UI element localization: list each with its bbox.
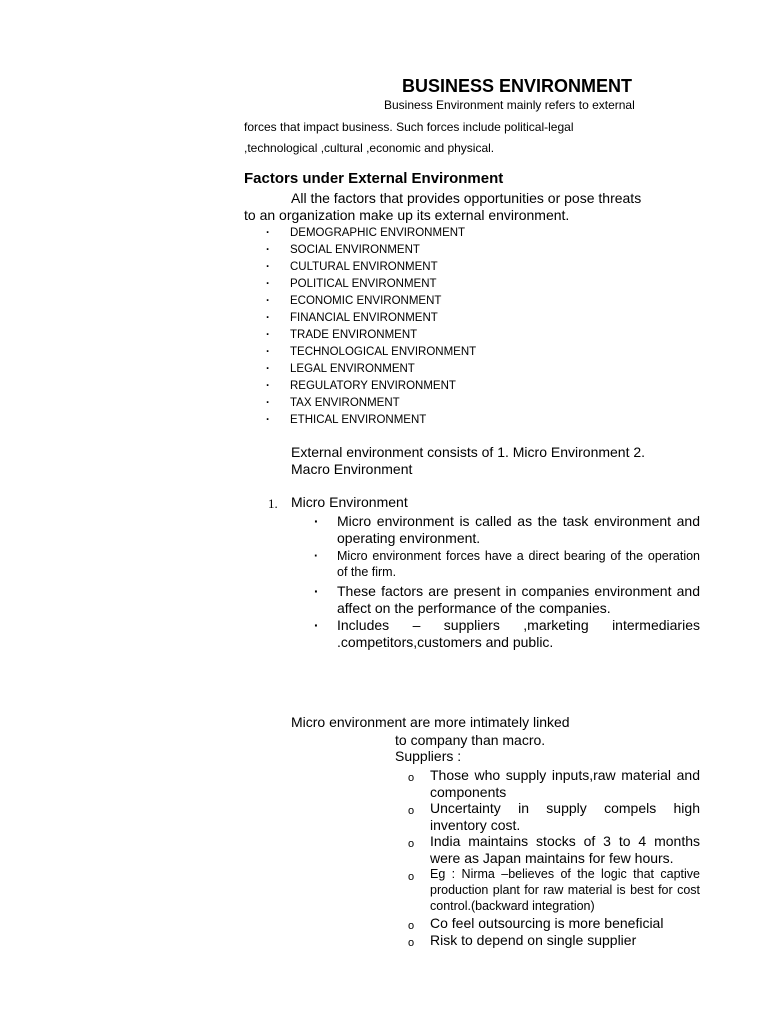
consists-line-2: Macro Environment (291, 461, 413, 477)
intro-line-1: Business Environment mainly refers to external (384, 98, 635, 112)
list-item: o India maintains stocks of 3 to 4 months were as Japan maintains for few hours. (404, 833, 700, 866)
suppliers-heading: Suppliers : (395, 748, 462, 764)
list-item: o Uncertainty in supply compels high inventory cost. (404, 800, 700, 833)
external-para-line-1: All the factors that provides opportunities or pose threats (291, 190, 642, 206)
list-item: · Micro environment forces have a direct bearing of the operation of the firm. (312, 548, 700, 580)
external-para-line-2: to an organization make up its external environment. (244, 207, 570, 223)
list-item: · SOCIAL ENVIRONMENT (266, 242, 476, 259)
list-item: o Risk to depend on single supplier (404, 932, 700, 949)
list-item: · POLITICAL ENVIRONMENT (266, 276, 476, 293)
list-item: o Eg : Nirma –believes of the logic that captive production plant for raw material is best for cost control.(backward integration) (404, 866, 700, 914)
list-item: o Co feel outsourcing is more beneficial (404, 915, 700, 932)
micro-heading: Micro Environment (291, 494, 408, 510)
list-item: · REGULATORY ENVIRONMENT (266, 378, 476, 395)
list-item: · TECHNOLOGICAL ENVIRONMENT (266, 344, 476, 361)
micro-number: 1. (268, 496, 278, 511)
list-item: · CULTURAL ENVIRONMENT (266, 259, 476, 276)
list-item: · Micro environment is called as the task environment and operating environment. (312, 513, 700, 546)
list-item: · ECONOMIC ENVIRONMENT (266, 293, 476, 310)
list-item: · TAX ENVIRONMENT (266, 395, 476, 412)
list-item: · These factors are present in companies environment and affect on the performance of the companies. (312, 583, 700, 616)
intro-line-2: forces that impact business. Such forces include political-legal (244, 120, 574, 134)
linked-line-1: Micro environment are more intimately linked (291, 714, 570, 730)
supplier-points-list (404, 767, 700, 948)
linked-line-2: to company than macro. (395, 732, 546, 748)
intro-line-3: ,technological ,cultural ,economic and physical. (244, 141, 495, 155)
list-item: · FINANCIAL ENVIRONMENT (266, 310, 476, 327)
list-item: · Includes – suppliers ,marketing intermediaries .competitors,customers and public. (312, 617, 700, 650)
list-item: · LEGAL ENVIRONMENT (266, 361, 476, 378)
list-item: o Those who supply inputs,raw material and components (404, 767, 700, 800)
micro-points-list (312, 513, 700, 650)
external-factors-heading: Factors under External Environment (244, 170, 504, 187)
list-item: · ETHICAL ENVIRONMENT (266, 412, 476, 429)
external-factors-list (266, 225, 476, 429)
list-item: · DEMOGRAPHIC ENVIRONMENT (266, 225, 476, 242)
consists-line-1: External environment consists of 1. Micro Environment 2. (291, 444, 646, 460)
list-item: · TRADE ENVIRONMENT (266, 327, 476, 344)
document-title: BUSINESS ENVIRONMENT (402, 76, 633, 96)
